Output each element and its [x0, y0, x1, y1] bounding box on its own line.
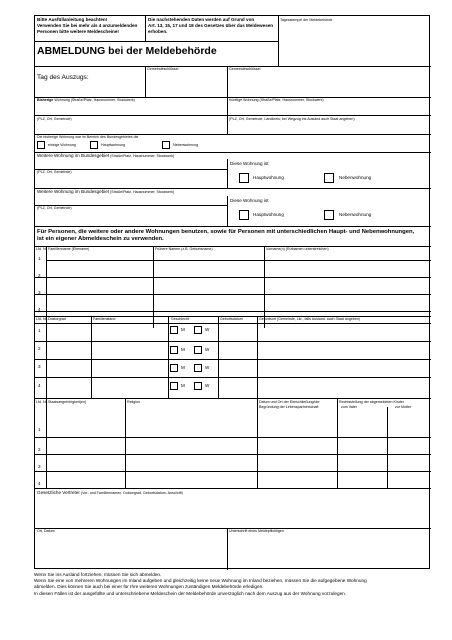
- t3-row-1: 1: [38, 427, 41, 432]
- vertreter-field[interactable]: [36, 497, 430, 527]
- ort-datum-field[interactable]: [36, 535, 226, 569]
- footer-notes: [34, 572, 430, 597]
- kuenftige-label: Künftige Wohnung (Straße/Platz, Hausnummer, Stockwerk): [229, 98, 324, 102]
- weitere2-neben-checkbox[interactable]: [324, 210, 334, 220]
- legal-line-1: Die nachstehenden Daten werden auf Grund von: [148, 17, 255, 22]
- row-divider: [35, 359, 431, 360]
- einzige-label: einzige Wohnung: [48, 143, 76, 147]
- weitere-plz-1: (PLZ, Ort, Gemeinde): [37, 170, 72, 174]
- weitere1-haupt-label: Hauptwohnung: [253, 175, 284, 180]
- header-divider: [278, 16, 279, 66]
- footer-line-2: Wenn Sie eine von mehreren Wohnungen im Inland aufgeben und gleichzeitig keine neue Wohnung im Inland beziehen, müssen Sie die aufgegebene Wohnung: [34, 578, 367, 584]
- t2-header-geschlecht: Geschlecht: [171, 317, 189, 321]
- nebenwohnung-checkbox[interactable]: [162, 141, 170, 149]
- vertreter-main: Gesetzliche Vertreter: [37, 490, 80, 495]
- t2-row3-m-checkbox[interactable]: [170, 364, 178, 372]
- t2-row4-w-checkbox[interactable]: [194, 382, 202, 390]
- diese-ist-1: Diese Wohnung ist: [230, 161, 269, 166]
- auszug-label: Tag des Auszugs:: [37, 74, 89, 81]
- stamp-label: Tagesstempel der Meldebehörde: [280, 18, 333, 22]
- plz-label-old: (PLZ, Ort, Gemeinde): [37, 117, 72, 121]
- footer-line-3: abmelden. Dies können Sie auch bei einer für Ihre weiteren Wohnungen zuständigen Meldebehörde erledigen.: [34, 584, 264, 590]
- t3-row-3: 3: [38, 464, 41, 469]
- gemeindeschluessel-label-2: Gemeindeschlüssel: [229, 67, 261, 71]
- page-title: ABMELDUNG bei der Meldebehörde: [37, 45, 217, 57]
- row-divider: [35, 377, 431, 378]
- persons-note-1: Für Personen, die weitere oder andere Wohnungen benutzen, sowie für Personen mit unterschiedlichen Haupt- und Nebenwohnungen,: [37, 229, 415, 235]
- nebenwohnung-label: Nebenwohnung: [173, 143, 199, 147]
- t2-row4-m-checkbox[interactable]: [170, 382, 178, 390]
- t3-header-mutter: zur Mutter: [395, 405, 412, 409]
- row-divider: [35, 323, 431, 324]
- t3-row-4: 4: [38, 481, 41, 486]
- t1-row-4: 4: [38, 307, 41, 312]
- einzige-checkbox[interactable]: [37, 141, 45, 149]
- col-divider: [46, 316, 47, 398]
- legal-line-2: Art. 13, 15, 17 und 18 des Gesetzes über das Meldewesen: [148, 23, 274, 28]
- row-divider: [35, 471, 431, 472]
- t3-header-vater: zum Vater: [341, 405, 358, 409]
- gemeindeschluessel-label: Gemeindeschlüssel: [147, 67, 179, 71]
- hauptwohnung-checkbox[interactable]: [90, 141, 98, 149]
- t2-header-nr: Lfd. Nr.: [36, 317, 48, 321]
- weitere1-neben-label: Nebenwohnung: [339, 175, 372, 180]
- weitere-plz-2: (PLZ, Ort, Gemeinde): [37, 206, 72, 210]
- col-divider: [257, 398, 258, 488]
- col-divider: [46, 398, 47, 488]
- t2-row1-w-checkbox[interactable]: [194, 326, 202, 334]
- abmeldung-form: [34, 15, 430, 569]
- housing-question: Die bisherige Wohnung war im Bereich des Bundesgebietes die: [37, 135, 139, 139]
- row-divider: [35, 294, 431, 295]
- t1-header-familienname: Familienname (Ehename): [48, 247, 90, 251]
- footer-line-1: Wenn Sie ins Ausland fortziehen, müssen Sie sich abmelden.: [34, 572, 162, 577]
- weitere-label-2: [37, 189, 174, 194]
- t2-w-label: W: [205, 347, 210, 352]
- weitere-main: Weitere Wohnung im Bundesgebiet: [37, 189, 110, 194]
- unterschrift-field[interactable]: [228, 535, 430, 569]
- col-divider: [337, 398, 338, 488]
- legal-line-3: erhoben.: [148, 29, 168, 34]
- row-divider: [35, 488, 431, 489]
- t2-row1-m-checkbox[interactable]: [170, 326, 178, 334]
- weitere-small: (Straße/Platz, Hausnummer, Stockwerk): [110, 190, 175, 194]
- t2-row-2: 2: [38, 346, 41, 351]
- weitere-small: (Straße/Platz, Hausnummer, Stockwerk): [110, 154, 175, 158]
- row-divider: [35, 454, 431, 455]
- bisherige-label: [37, 98, 135, 102]
- t2-row2-m-checkbox[interactable]: [170, 346, 178, 354]
- t2-m-label: M: [181, 383, 185, 388]
- t2-m-label: M: [181, 327, 185, 332]
- row-divider: [35, 246, 431, 247]
- vertreter-small: (Vor- und Familiennamen, Doktorgrad, Geburtsdatum, Anschrift): [80, 491, 183, 495]
- t3-header-religion: Religion: [127, 400, 140, 404]
- col-divider: [125, 398, 126, 488]
- bisherige-rest: Wohnung (Straße/Platz, Hausnummer, Stockwerk): [54, 98, 135, 102]
- footer-line-4: In diesen Fällen ist der ausgefüllte und unterschriebene Meldeschein der Meldebehörde unverzüglich nach dem Auszug aus der Wohnung vorzulegen.: [34, 590, 347, 596]
- t1-row-2: 2: [38, 273, 41, 278]
- t2-row-1: 1: [38, 328, 41, 333]
- hauptwohnung-label: Hauptwohnung: [101, 143, 126, 147]
- gemeindeschluessel-field[interactable]: [146, 73, 226, 96]
- col-divider: [218, 316, 219, 398]
- unterschrift-label: Unterschrift eines Meldepflichtigen: [229, 529, 284, 533]
- t3-header-ehe-2: Begründung der Lebenspartnerschaft: [259, 405, 319, 409]
- weitere2-haupt-checkbox[interactable]: [239, 210, 249, 220]
- row-divider: [46, 260, 431, 261]
- header-divider: [145, 16, 146, 41]
- t3-header-nr: Lfd. Nr.: [36, 400, 48, 404]
- weitere-main: Weitere Wohnung im Bundesgebiet: [37, 153, 110, 158]
- weitere2-haupt-label: Hauptwohnung: [253, 212, 284, 217]
- t1-header-nr: Lfd. Nr.: [36, 247, 48, 251]
- t2-header-geburtsort: Geburtsort (Gemeinde, Lkr., falls Ausland: auch Staat angeben): [259, 317, 361, 321]
- t2-header-doktorgrad: Doktorgrad: [48, 317, 66, 321]
- note-line-1: Bitte Ausfüllanleitung beachten!: [37, 17, 108, 22]
- t1-header-fruehere: Frühere Namen (z.B. Geburtsname): [155, 247, 213, 251]
- t3-header-kinder: Rechtsstellung der abgemeldeten Kinder: [339, 400, 404, 404]
- t2-w-label: W: [205, 327, 210, 332]
- t1-row-3: 3: [38, 290, 41, 295]
- row-divider: [35, 311, 431, 312]
- t2-row-3: 3: [38, 364, 41, 369]
- note-line-2: Verwenden Sie bei mehr als 4 anzumeldenden: [37, 23, 138, 28]
- t2-header-familienstand: Familienstand: [93, 317, 116, 321]
- row-divider: [35, 277, 431, 278]
- t3-header-staat: Staatsangehörigkeit(en): [48, 400, 87, 404]
- t3-header-ehe-1: Datum und Ort der Eheschließung/der: [259, 400, 320, 404]
- diese-ist-2: Diese Wohnung ist: [230, 198, 269, 203]
- header-divider: [35, 41, 278, 42]
- row-divider: [35, 437, 431, 438]
- weitere1-haupt-checkbox[interactable]: [239, 173, 249, 183]
- row-divider: [35, 115, 431, 116]
- note-line-3: Personen bitte weitere Meldescheine!: [37, 29, 119, 34]
- t2-row3-w-checkbox[interactable]: [194, 364, 202, 372]
- persons-note-2: ist ein eigener Abmeldeschein zu verwenden.: [37, 236, 164, 242]
- row-divider: [35, 226, 431, 227]
- t1-header-vorname: Vorname(n) (Rufnamen unterstreichen): [266, 247, 329, 251]
- weitere2-neben-label: Nebenwohnung: [339, 212, 372, 217]
- ort-datum-label: Ort, Datum: [37, 529, 55, 533]
- row-divider: [35, 341, 431, 342]
- col-divider: [257, 316, 258, 398]
- t2-w-label: W: [205, 383, 210, 388]
- col-divider: [227, 196, 228, 226]
- col-divider: [91, 316, 92, 398]
- t2-m-label: M: [181, 347, 185, 352]
- col-divider: [387, 407, 388, 488]
- t1-row-1: 1: [38, 256, 41, 261]
- plz-label-new: (PLZ, Ort, Gemeinde, Landkreis; bei Wegzug ins Ausland auch Staat angeben): [229, 117, 355, 121]
- t2-w-label: W: [205, 365, 210, 370]
- bisherige-bold: Bisherige: [37, 98, 54, 102]
- weitere-label-1: [37, 153, 174, 158]
- t2-row2-w-checkbox[interactable]: [194, 346, 202, 354]
- weitere1-neben-checkbox[interactable]: [324, 173, 334, 183]
- col-divider: [168, 316, 169, 398]
- t2-row-4: 4: [38, 383, 41, 388]
- vertreter-label: [37, 490, 183, 495]
- t2-m-label: M: [181, 365, 185, 370]
- row-divider: [35, 398, 431, 399]
- t2-header-geburtsdatum: Geburtsdatum: [220, 317, 243, 321]
- t3-row-2: 2: [38, 447, 41, 452]
- col-divider: [227, 159, 228, 188]
- gemeindeschluessel-field-2[interactable]: [228, 73, 430, 96]
